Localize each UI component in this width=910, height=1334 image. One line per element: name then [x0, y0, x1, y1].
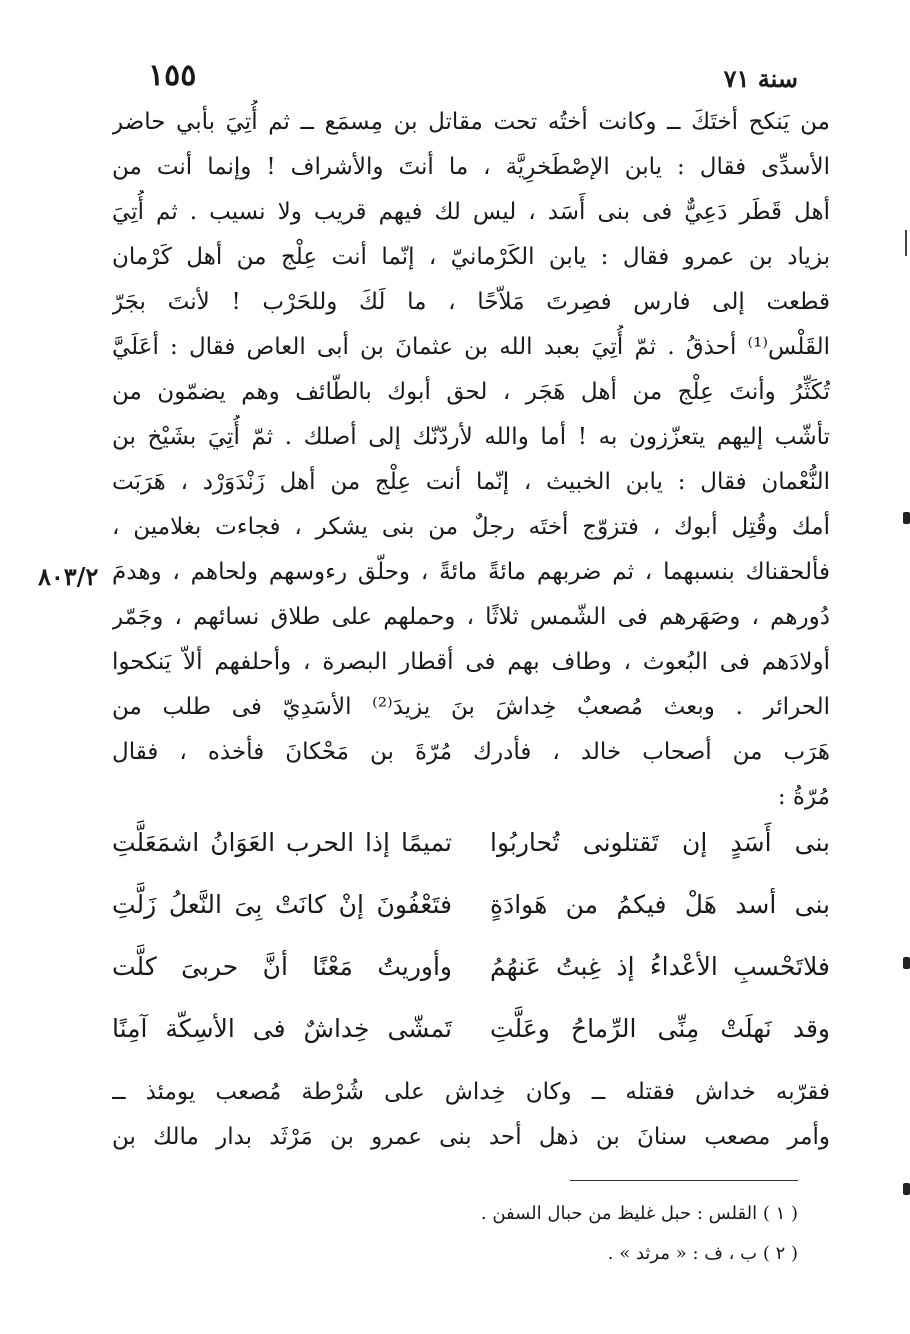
text-line: تُكَثِّرُ وأنتَ عِلْج من أهل هَجَر ، لحق أبوك بالطّائف وهم يضمّون من — [112, 379, 830, 405]
footnotes — [380, 1194, 798, 1274]
footnote: ( ١ ) القلس : حبل غليظ من حبال السفن . — [480, 1203, 798, 1224]
text-line: وأمر مصعب سنانَ بن ذهل أحد بنى عمرو بن مَرْثَد بدار مالك بن — [112, 1124, 830, 1150]
poem-verse — [112, 874, 830, 936]
verse-second-hemistich: وأوريتُ مَعْنًا أنَّ حربىَ كلَّت — [112, 952, 452, 981]
text-line: أهل قَطَر دَعِيٌّ فى بنى أَسَد ، ليس لك فيهم قريب ولا نسيب . ثم أُتِيَ — [112, 199, 830, 225]
running-head-year: سنة ٧١ — [723, 64, 798, 93]
text-line: من يَنكح أختَكَ ــ وكانت أختُه تحت مقاتل بن مِسمَع ــ ثم أُتِيَ بأبي حاضر — [112, 109, 830, 135]
verse-first-hemistich: وقد نَهلَتْ مِنِّى الرِّماحُ وعَلَّتِ — [490, 1014, 830, 1043]
text-line: بزياد بن عمرو فقال : يابن الكَرْمانيّ ، إنّما أنت عِلْج من أهل كَرْمان — [112, 244, 830, 270]
text-line: القَلْس⁽¹⁾ أحذقُ . ثمّ أُتِيَ بعبد الله بن عثمانَ بن أبى العاص فقال : أعَلَيَّ — [112, 334, 830, 360]
edge-mark — [903, 512, 910, 524]
verse-first-hemistich: فلاتَحْسبِ الأعْداءُ إذ غِبتُ عَنهُمُ — [490, 952, 830, 981]
main-text-block — [112, 100, 830, 820]
text-line: تأشّب إليهم يتعزّزون به ! أما والله لأردّنّك إلى أصلك . ثمّ أُتِيَ بشَيْخ بن — [112, 424, 830, 450]
page-number: ١٥٥ — [148, 58, 197, 93]
text-line: قطعت إلى فارس فصِرتَ مَلاّحًا ، ما لَكَ وللحَرْب ! لأنتَ بجَرّ — [112, 289, 830, 315]
text-line: الأسدِّى فقال : يابن الإصْطَخرِيَّة ، ما أنتَ والأشراف ! وإنما أنت من — [112, 154, 830, 180]
poem-block — [112, 812, 830, 1060]
text-line: النُّعْمان فقال : يابن الخبيث ، إنّما أنت عِلْج من أهل زَنْدَوَرْد ، هَرَبَت — [112, 469, 830, 495]
text-line: الحرائر . وبعث مُصعبٌ خِداشَ بنَ يزيدَ⁽²⁾ الأسَدِيّ فى طلب من — [112, 694, 830, 720]
verse-second-hemistich: تميمًا إذا الحرب العَوَانُ اشمَعَلَّتِ — [112, 828, 452, 857]
poem-verse — [112, 998, 830, 1060]
text-line: فقرّبه خداش فقتله ــ وكان خِداش على شُرْطة مُصعب يومئذ ــ — [112, 1079, 830, 1105]
poem-verse — [112, 812, 830, 874]
poem-verse — [112, 936, 830, 998]
verse-first-hemistich: بنى أَسَدٍ إن تَقتلونى تُحاربُوا — [490, 828, 830, 857]
text-line: أولادَهم فى البُعوث ، وطاف بهم فى أقطار البصرة ، وأحلفهم ألاّ يَنكحوا — [112, 649, 830, 675]
verse-first-hemistich: بنى أسد هَلْ فيكمُ من هَوادَةٍ — [490, 890, 830, 919]
edge-mark — [903, 1183, 910, 1195]
verse-second-hemistich: فتَعْفُونَ إنْ كانَتْ بِىَ النَّعلُ زَلَّتِ — [112, 890, 452, 919]
text-line: مُرّةُ : — [777, 784, 830, 810]
footnote: ( ٢ ) ب ، ف : « مرثد » . — [607, 1243, 798, 1264]
text-line: أمك وقُتِل أبوك ، فتزوّج أختَه رجلٌ من بنى يشكر ، فجاءت بغلامين ، — [112, 514, 830, 540]
post-poem-text — [112, 1070, 830, 1160]
verse-second-hemistich: تَمشّى خِداشٌ فى الأسِكّة آمِنًا — [112, 1014, 452, 1043]
text-line: فألحقناك بنسبهما ، ثم ضربهم مائةً مائةً ، وحلّق رءوسهم ولحاهم ، وهدمَ — [112, 559, 830, 585]
text-line: دُورهم ، وصَهَرهم فى الشّمس ثلاثًا ، وحملهم على طلاق نسائهم ، وجَمّر — [112, 604, 830, 630]
text-line: هَرَب من أصحاب خالد ، فأدرك مُرّةَ بن مَحْكانَ فأخذه ، فقال — [112, 739, 830, 765]
edge-tick — [905, 230, 907, 256]
edge-mark — [903, 957, 910, 969]
footnote-divider — [570, 1180, 798, 1181]
margin-reference: ٨٠٣/٢ — [38, 562, 99, 591]
